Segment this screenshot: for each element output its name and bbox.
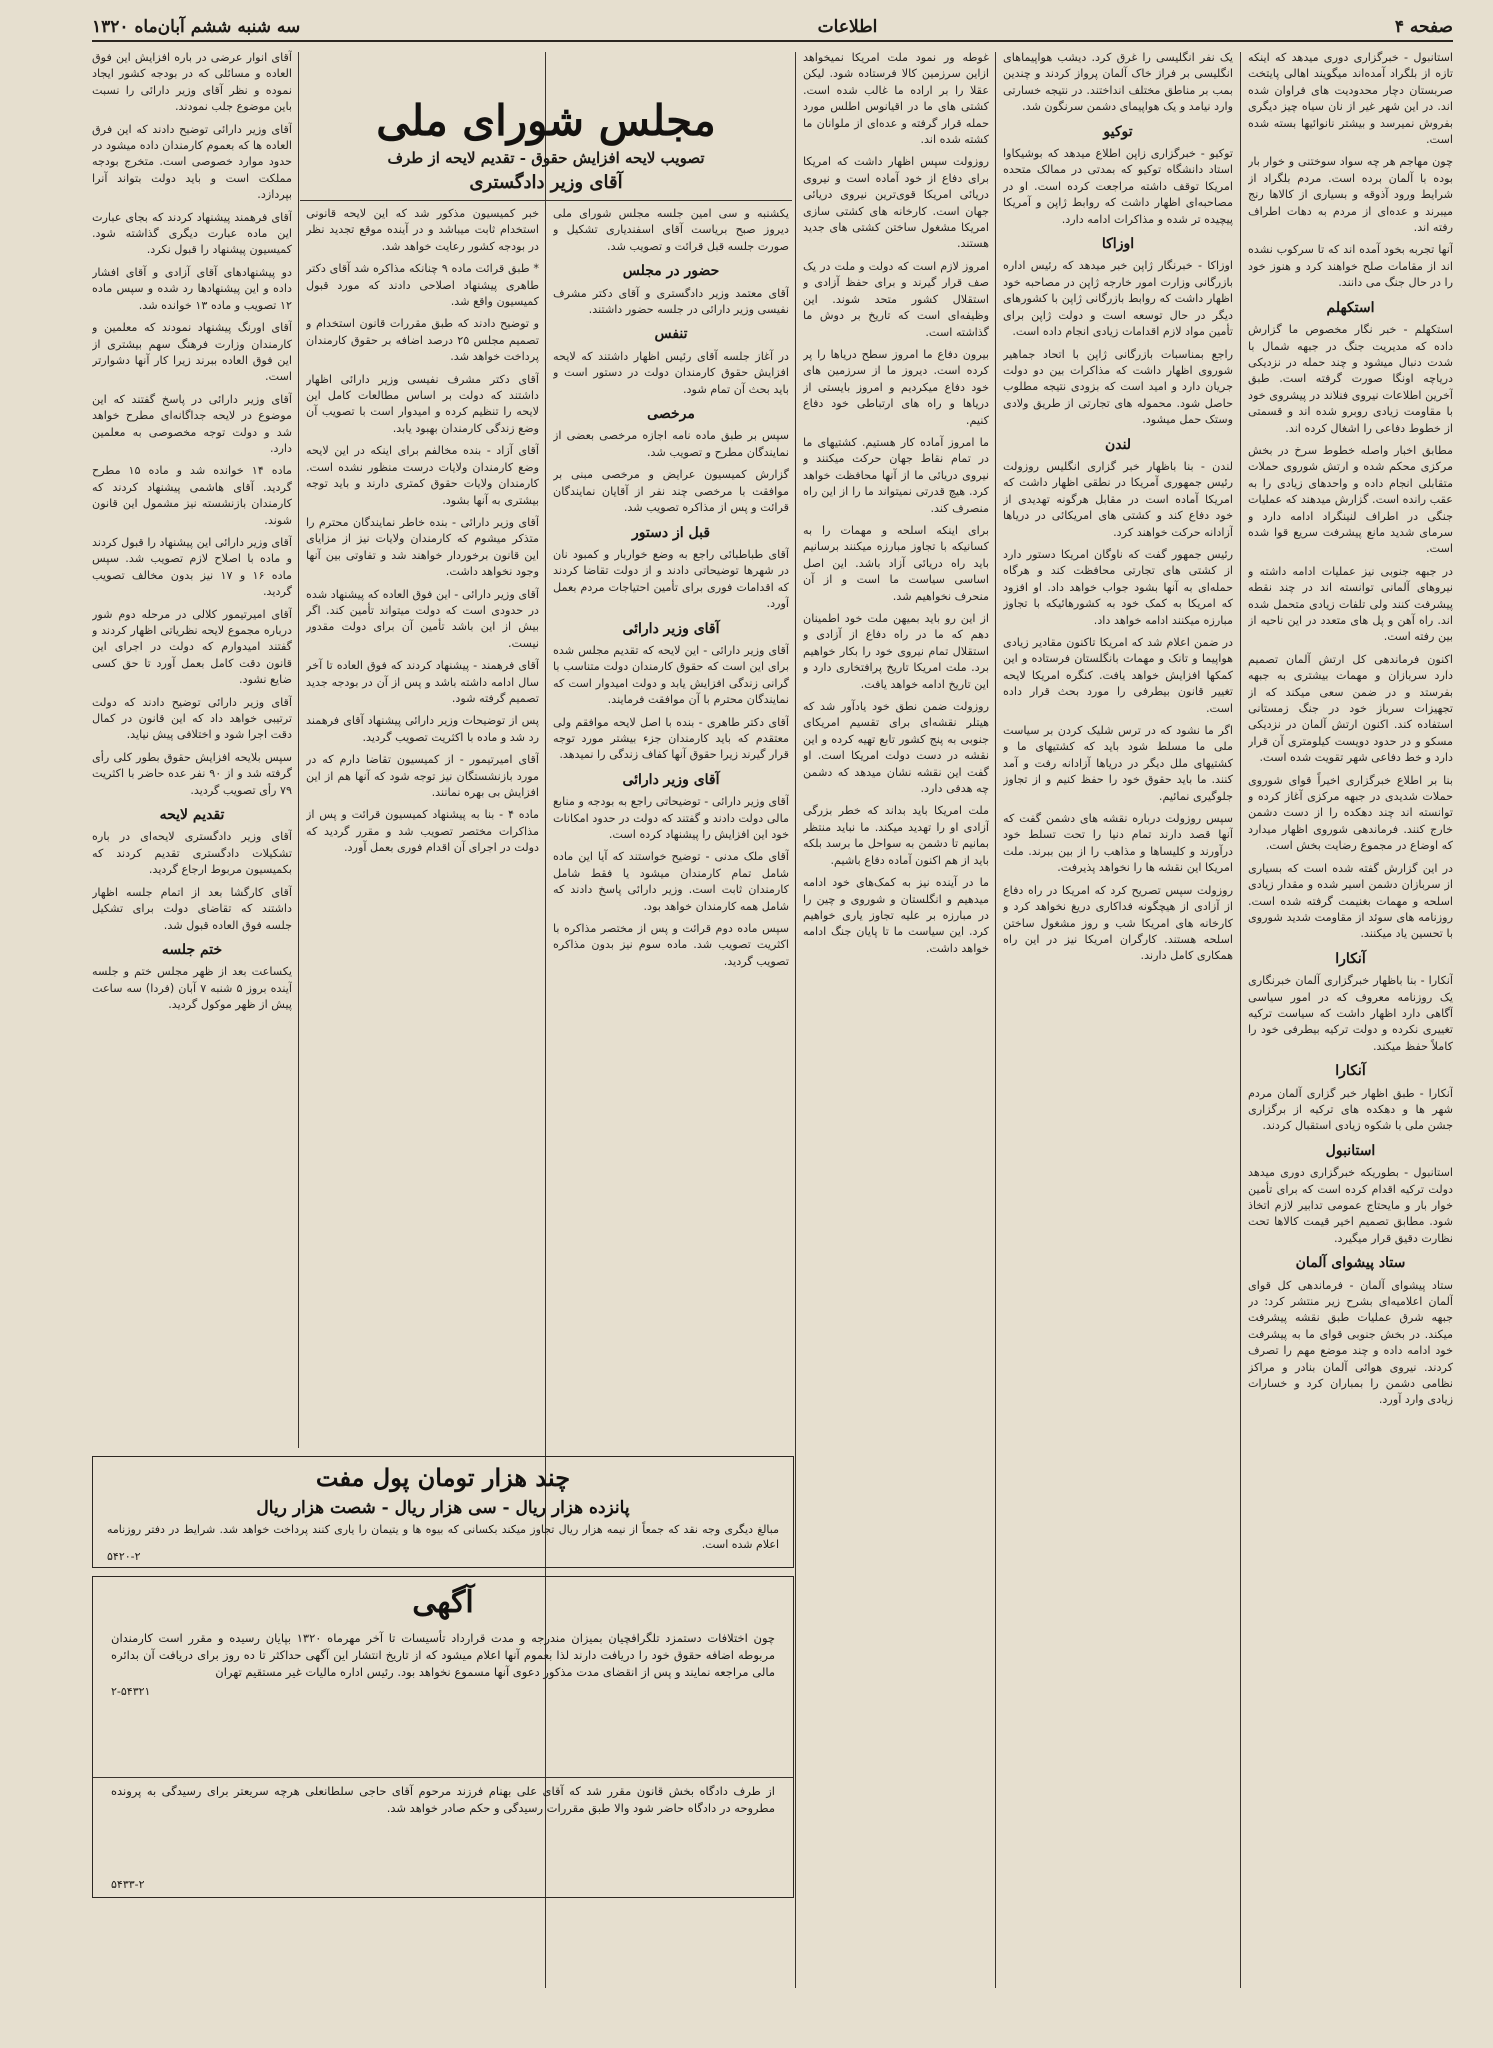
news-paragraph: سپس روزولت درباره نقشه های دشمن گفت که آنها قصد دارند تمام دنیا را تحت تسلط خود درآورند و کلیساها و مذاهب را از بین ببرند. ملت امریکا این نقشه ها را نخواهد پذیرفت. [1003,812,1233,875]
news-paragraph: اکنون فرماندهی کل ارتش آلمان تصمیم دارد سربازان و مهمات بیشتری به جبهه بفرستد و در ضمن سعی میکند که از تجهیزات سرباز خود در جنگ زمستانی استفاده کند. اکنون ارتش آلمان در نزدیکی مسکو و در حدود دویست کیلومتری آن قرار دارد و خط دفاعی شهر تقویت شده است. [1248,652,1453,765]
headline-deck: تصویب لایحه افزایش حقوق - تقدیم لایحه از طرف [387,149,705,167]
notice-divider [93,1777,793,1778]
column-rule [795,52,796,1988]
news-paragraph: برای اینکه اسلحه و مهمات را به کسانیکه با تجاوز مبارزه میکنند برسانیم باید راه دریائی آزاد باشد. این اصل اساسی سیاست ما است و از آن منحرف نخواهیم شد. [803,523,989,603]
news-paragraph: لندن - بنا باظهار خبر گزاری انگلیس روزولت رئیس جمهوری آمریکا در نطقی اظهار داشت که امریکا آماده است در مقابل هرگونه تهدیدی از خود دفاع کند و کشتی های امریکائی در دریاها آزادانه حرکت خواهند کرد. [1003,459,1233,539]
news-paragraph: یکساعت بعد از ظهر مجلس ختم و جلسه آینده بروز ۵ شنبه ۷ آبان (فردا) سه ساعت پیش از ظهر موکول گردید. [92,965,292,1012]
column-rule [298,52,299,1448]
news-paragraph: آنکارا - طبق اظهار خبر گزاری آلمان مردم شهر ها و دهکده های ترکیه از برگزاری جشن ملی با شکوه زیادی استقبال کردند. [1248,1086,1453,1133]
news-paragraph: رئیس جمهور گفت که ناوگان امریکا دستور دارد از کشتی های تجارتی محافظت کند و هرگاه حمله‌ای به آنها بشود جواب خواهد داد. او افزود که امریکا به کمک خود به کشورهائیکه با تجاوز مبارزه میکنند ادامه خواهد داد. [1003,547,1233,627]
news-paragraph: ما امروز آماده کار هستیم. کشتیهای ما در تمام نقاط جهان حرکت میکنند و نیروی دریائی ما از آنها محافظت خواهد کرد. هیچ قدرتی نمیتواند ما را از این راه منصرف کند. [803,435,989,515]
news-paragraph: دو پیشنهادهای آقای آزادی و آقای افشار داده و این پیشنهادها رد شده و سپس ماده ۱۲ تصویب و ماده ۱۳ خوانده شد. [92,265,292,312]
subhead-ankara-2: آنکارا [1335,1063,1366,1080]
column-parliament-3 [92,50,292,1448]
reward-ad-title: چند هزار تومان پول مفت [315,1463,571,1492]
news-paragraph: آقای امیرتیمور - از کمیسیون تقاضا دارم که در مورد بازنشستگان نیز توجه شود که آنها هم از این افزایش بی بهره نمانند. [306,753,539,799]
news-paragraph: غوطه ور نمود ملت امریکا نمیخواهد ازاین سرزمین کالا فرستاده شود. لیکن عقلا را بر اراده ما غالب شده است. کشتی های ما در اقیانوس اطلس مورد حمله قرار گرفته و عده‌ای از ملوانان ما کشته شده اند. [803,51,989,147]
news-paragraph: آقای معتمد وزیر دادگستری و آقای دکتر مشرف نفیسی وزیر دارائی در جلسه حضور داشتند. [553,286,789,317]
subhead-finance-minister: آقای وزیر دارائی [622,620,720,637]
news-paragraph: در ضمن اعلام شد که امریکا تاکنون مقادیر زیادی هواپیما و تانک و مهمات بانگلستان فرستاده و این کمکها افزایش خواهد یافت. کنگره امریکا لایحه تغییر قانون بیطرفی را مورد بحث قرار داده است. [1003,636,1233,715]
reward-ad-box [92,1456,794,1568]
subhead-istanbul: استانبول [1325,1142,1376,1159]
news-paragraph: بنا بر اطلاع خبرگزاری اخیراً قوای شوروی حملات شدیدی در جبهه مرکزی آغاز کرده و توانسته اند چند دهکده را از دست دشمن خارج کنند. فرماندهی شوروی اظهار میدارد که اوضاع در مجموع رضایت بخش است. [1248,773,1453,853]
news-paragraph: سپس ماده دوم قرائت و پس از مختصر مذاکره با اکثریت تصویب شد. ماده سوم نیز بدون مذاکره تصویب گردید. [553,922,789,968]
news-paragraph: ستاد پیشوای آلمان - فرماندهی کل قوای آلمان اعلامیه‌ای بشرح زیر منتشر کرد: در جبهه شرق عملیات طبق نقشه پیشرفت میکند. در بخش جنوبی قوای ما به پیشرفت خود ادامه داده و چند موضع مهم را تصرف کردند. نیروی هوائی آلمان بنادر و مراکز نظامی دشمن را بمباران کرد و خسارات زیادی وارد آورد. [1248,1278,1453,1407]
issue-date: سه شنبه ششم آبان‌ماه ۱۳۲۰ [92,17,301,37]
news-paragraph: از این رو باید بمیهن ملت خود اطمینان دهم که ما در راه دفاع از آزادی و استقلال تمام نیروی خود را بکار خواهیم برد. ملت امریکا تاریخ پرافتخاری دارد و این تاریخ ادامه خواهد یافت. [803,612,989,691]
subhead-osaka: اوزاکا [1101,236,1135,253]
news-paragraph: روزولت سپس اظهار داشت که امریکا برای دفاع از خود آماده است و نیروی دریائی امریکا قوی‌ترین نیروی دریائی جهان است. کارخانه های کشتی سازی امریکا مشغول ساختن کشتی های جدید هستند. [803,155,989,251]
news-paragraph: ماده ۴ - بنا به پیشنهاد کمیسیون قرائت و پس از مذاکرات مختصر تصویب شد و مقرر گردید که دولت در اجرای آن اقدام فوری بعمل آورد. [306,808,539,855]
news-paragraph: آقای وزیر دارائی توضیح دادند که دولت ترتیبی خواهد داد که این قانون در کمال دقت اجرا شود و اختلافی پیش نیاید. [92,695,292,742]
news-paragraph: در آغاز جلسه آقای رئیس اظهار داشتند که لایحه افزایش حقوق کارمندان دولت در دستور است و باید بحث آن تمام شود. [553,349,789,396]
reward-ad-code: ۵۴۲۰-۲ [107,1550,141,1563]
news-paragraph: در این گزارش گفته شده است که بسیاری از سربازان دشمن اسیر شده و مقدار زیادی اسلحه و مهمات بغنیمت گرفته شده است. روزنامه های سوئد از مقاومت شدید شوروی با تحسین یاد میکنند. [1248,861,1453,941]
news-paragraph: آقای دکتر مشرف نفیسی وزیر دارائی اظهار داشتند که دولت بر اساس مطالعات کامل این لایحه را تنظیم کرده و امیدوار است با تصویب آن وضع زندگی کارمندان بهبود یابد. [306,372,539,435]
subhead-tokyo: توکیو [1103,123,1133,140]
news-paragraph: بیرون دفاع ما امروز سطح دریاها را پر کرده است. دیروز ما از سرزمین های خود دفاع میکردیم و امروز بایستی از دریاها و راه های ارتباطی خود دفاع کنیم. [803,347,989,427]
subhead-end-session: ختم جلسه [161,941,223,958]
header-rule [92,40,1453,42]
reward-ad-subtitle: پانزده هزار ریال - سی هزار ریال - شصت هزار ریال [256,1498,630,1518]
news-paragraph: استکهلم - خبر نگار مخصوص ما گزارش داده که مدیریت جنگ در جبهه شمال با شدت دنبال میشود و چند حمله در نزدیکی دریاچه اونگا صورت گرفته است. طبق آخرین اطلاعات نیروی فنلاند در پیشروی خود با مقاومت زیادی روبرو شده اند و قسمتی از خطوط دفاعی را اشغال کرده اند. [1248,323,1453,435]
column-rule [995,52,996,1988]
news-paragraph: اگر ما نشود که در ترس شلیک کردن بر سیاست ملی ما مسلط شود باید که کشتیهای ما و کشتیهای ملل دیگر در دریاها آزادانه رفت و آمد کنند. ما باید حقوق خود را حفظ کنیم و از تجاوز جلوگیری نمائیم. [1003,724,1233,803]
news-paragraph: آنکارا - بنا باظهار خبرگزاری آلمان خبرنگاری یک روزنامه معروف که در امور سیاسی آگاهی دارد اظهار داشت که سیاست ترکیه تغییری نکرده و دولت ترکیه بیطرفی خود را کاملاً حفظ میکند. [1248,974,1453,1053]
news-paragraph: خبر کمیسیون مذکور شد که این لایحه قانونی استخدام ثابت میباشد و در آینده موقع تجدید نظر در بودجه کشور رعایت خواهد شد. [306,207,539,253]
subhead-finance-minister-2: آقای وزیر دارائی [622,771,720,788]
news-paragraph: آقای وزیر دارائی - این فوق العاده که پیشنهاد شده در حدودی است که دولت میتواند تأمین کند. اگر بیش از این باشد تأمین آن برای دولت مقدور نیست. [306,587,539,650]
news-paragraph: یک نفر انگلیسی را غرق کرد. دیشب هواپیماهای انگلیسی بر فراز خاک آلمان پرواز کردند و چندین بمب بر مناطق مختلف انداختند. در نتیجه خسارتی وارد نیامد و یک هواپیمای دشمن سرنگون شد. [1003,51,1233,114]
news-paragraph: راجع بمناسبات بازرگانی ژاپن با اتحاد جماهیر شوروی اظهار داشت که مذاکرات بین دو دولت جریان دارد و امید است که بزودی نتیجه مطلوب حاصل شود. محموله های تجارتی از طریق ولادی وستک حمل میشود. [1003,347,1233,427]
news-paragraph: آقای فرهمند پیشنهاد کردند که بجای عبارت این ماده عبارت دیگری گذاشته شود. کمیسیون پیشنهاد را قبول نکرد. [92,210,292,257]
reward-ad-body: مبالغ دیگری وجه نقد که جمعاً از نیمه هزار ریال تجاوز میکند بکسانی که بیوه ها و یتیمان را یاری کنند پرداخت خواهد شد. شرایط در دفتر روزنامه اعلام شده است. [107,1523,779,1551]
subhead-attendance: حضور در مجلس [622,263,720,280]
news-paragraph: آقای وزیر دارائی این پیشنهاد را قبول کردند و ماده با اصلاح لازم تصویب شد. سپس ماده ۱۶ و ۱۷ نیز بدون مخالف تصویب گردید. [92,535,292,599]
news-paragraph: مطابق اخبار واصله خطوط سرخ در بخش مرکزی محکم شده و ارتش شوروی حملات متقابلی انجام داده و واحدهای زیادی را به عقب رانده است. گزارش میدهند که عملیات جنگی در اطراف لنینگراد ادامه دارد و سرمای شدید مانع پیشرفت سریع قوا شده است. [1248,443,1453,556]
news-paragraph: آقای وزیر دارائی - بنده خاطر نمایندگان محترم را متذکر میشوم که کارمندان ولایات نیز از مزایای این قانون برخوردار خواهند شد و تفاوتی بین آنها وجود نخواهد داشت. [306,515,539,579]
headline-deck-2: آقای وزیر دادگستری [469,172,623,193]
notice-ad-code-2: ۵۴۳۳-۲ [111,1878,145,1891]
notice-ad-box [92,1576,794,1898]
news-paragraph: ملت امریکا باید بداند که خطر بزرگی آزادی او را تهدید میکند. ما نباید منتظر بمانیم تا دشمن به سواحل ما برسد بلکه باید از هم اکنون آماده دفاع باشیم. [803,804,989,867]
news-paragraph: ماده ۱۴ خوانده شد و ماده ۱۵ مطرح گردید. آقای هاشمی پیشنهاد کردند که کارمندان بازنشسته نیز مشمول این قانون شوند. [92,464,292,527]
page-header [92,14,1453,40]
news-paragraph: آقای فرهمند - پیشنهاد کردند که فوق العاده تا آخر سال ادامه داشته باشد و پس از آن در بودجه جدید تصمیم گرفته شود. [306,659,539,705]
news-paragraph: آقای وزیر دارائی در پاسخ گفتند که این موضوع در لایحه جداگانه‌ای مطرح خواهد شد و دولت توجه مخصوصی به معلمین دارد. [92,392,292,455]
subhead-london: لندن [1104,436,1132,453]
news-paragraph: آقای اورنگ پیشنهاد نمودند که معلمین و کارمندان وزارت فرهنگ سهم بیشتری از این فوق العاده ببرند زیرا کار آنها دشوارتر است. [92,321,292,384]
news-paragraph: پس از توضیحات وزیر دارائی پیشنهاد آقای فرهمند رد شد و ماده با اکثریت تصویب گردید. [306,714,539,744]
newspaper-name: اطلاعات [817,17,878,37]
news-paragraph: یکشنبه و سی امین جلسه مجلس شورای ملی دیروز صبح بریاست آقای اسفندیاری تشکیل و صورت جلسه قبل قرائت و تصویب شد. [553,207,789,253]
news-paragraph: آقای کارگشا بعد از اتمام جلسه اظهار داشتند که تقاضای دولت برای تشکیل جلسه فوق العاده قبول شد. [92,885,292,932]
notice-ad-code: ۲-۵۴۳۲۱ [111,1685,151,1698]
notice-ad-body: چون اختلافات دستمزد تلگرافچیان بمیزان مندرجه و مدت قرارداد تأسیسات تا آخر مهرماه ۱۳۲۰ بپایان رسیده و مقرر است کارمندان مربوطه اضافه حقوق خود را دریافت دارند لذا بعموم آنها اعلام میشود که از تاریخ انتشار این آگهی حداکثر تا ده روز برای دریافت آن بدائره مالی مراجعه نمایند و پس از انقضای مدت مذکور دعوی آنها مسموع نخواهد بود. رئیس اداره مالیات غیر مستقیم تهران [111,1631,775,1679]
notice-ad-title: آگهی [412,1585,474,1620]
column-world-news-3 [803,50,989,1988]
news-paragraph: امروز لازم است که دولت و ملت در یک صف قرار گیرند و برای حفظ آزادی و استقلال کشور متحد شوند. این وظیفه‌ای است که تاریخ بر دوش ما گذاشته است. [803,259,989,339]
column-world-news-2 [1003,50,1233,1988]
subhead-ankara: آنکارا [1335,950,1366,967]
news-paragraph: استانبول - بطوریکه خبرگزاری دوری میدهد دولت ترکیه اقدام کرده است که برای تأمین خوار بار و مایحتاج عمومی تدابیر لازم اتخاذ شود. مطابق تصمیم اخیر قیمت کالاها تحت نظارت دقیق قرار میگیرد. [1248,1166,1453,1245]
news-paragraph: آقای وزیر دارائی توضیح دادند که این فرق العاده ها که بعموم کارمندان داده میشود در حدود موارد خصوصی است. متخرج بودجه مملکت است و باید دولت بتواند آنرا بپردازد. [92,122,292,202]
news-paragraph: روزولت ضمن نطق خود یادآور شد که هیتلر نقشه‌ای برای تقسیم امریکای جنوبی به پنج کشور تابع تهیه کرده و این نقشه در دست دولت امریکا است. او گفت این نقشه نشان میدهد که دشمن چه هدفی دارد. [803,700,989,796]
news-paragraph: چون مهاجم هر چه سواد سوختنی و خوار بار بوده با آلمان برده است. مردم بلگراد از شرایط ورود آذوقه و بسیاری از کالاها رنج میبرند و عده‌ای از مردم به دهات اطراف رفته اند. [1248,155,1453,235]
news-paragraph: * طبق قرائت ماده ۹ چنانکه مذاکره شد آقای دکتر طاهری پیشنهاد اصلاحی دادند که مورد قبول کمیسیون واقع شد. [306,262,539,309]
news-paragraph: سپس بلایحه افزایش حقوق بطور کلی رأی گرفته شد و از ۹۰ نفر عده حاضر با اکثریت ۷۹ رأی تصویب گردید. [92,750,292,797]
subhead-before-agenda: قبل از دستور [631,524,711,541]
news-paragraph: آقای امیرتیمور کلالی در مرحله دوم شور درباره مجموع لایحه نظریاتی اظهار کردند و گفتند امیدوارم که دولت در اجرای این قانون دقت کامل بعمل آورد تا حق کسی ضایع نشود. [92,607,292,687]
subhead-leave: مرخصی [647,406,695,423]
news-paragraph: استانبول - خبرگزاری دوری میدهد که اینکه تازه از بلگراد آمده‌اند میگویند اهالی پایتخت صربستان دچار محدودیت های فراوان شده اند. در این شهر غیر از نان سیاه چیز دیگری بفروش نمیرسد و بیشتر نانوائیها بسته شده است. [1248,51,1453,147]
notice-ad-body-2: از طرف دادگاه بخش قانون مقرر شد که آقای علی بهنام فرزند مرحوم آقای حاجی سلطانعلی هرچه سریعتر برای رسیدگی به پرونده مطروحه در دادگاه حاضر شود والا طبق مقررات رسیدگی و حکم صادر خواهد شد. [111,1784,775,1815]
news-paragraph: آقای ملک مدنی - توضیح خواستند که آیا این ماده شامل تمام کارمندان میشود یا فقط شامل کارمندان ثابت است. وزیر دارائی پاسخ دادند که شامل همه کارمندان خواهد بود. [553,850,789,913]
main-headline: مجلس شورای ملی [376,96,716,145]
news-paragraph: آقای وزیر دارائی - این لایحه که تقدیم مجلس شده برای این است که حقوق کارمندان دولت متناسب با گرانی زندگی افزایش یابد و دولت امیدوار است که نمایندگان محترم با آن موافقت فرمایند. [553,643,789,707]
news-paragraph: ما در آینده نیز به کمک‌های خود ادامه میدهیم و انگلستان و شوروی و چین را در مبارزه بر علیه تجاوز یاری خواهیم کرد. این سیاست ما تا پایان جنگ ادامه خواهد داشت. [803,876,989,955]
news-paragraph: و توضیح دادند که طبق مقررات قانون استخدام و تصمیم مجلس ۲۵ درصد اضافه بر حقوق کارمندان پرداخت خواهد شد. [306,317,539,364]
news-paragraph: روزولت سپس تصریح کرد که امریکا در راه دفاع از آزادی از هیچگونه فداکاری دریغ نخواهد کرد و کارخانه های امریکا شب و روز مشغول ساختن اسلحه هستند. کارگران امریکا نیز در این راه همکاری کامل دارند. [1003,883,1233,963]
news-paragraph: آقای وزیر دادگستری لایحه‌ای در باره تشکیلات دادگستری تقدیم کردند که بکمیسیون مربوط ارجاع گردید. [92,830,292,877]
page-number: صفحه ۴ [1394,17,1453,37]
headline-rule [300,200,792,201]
news-paragraph: توکیو - خبرگزاری زاپن اطلاع میدهد که بوشیکاوا استاد دانشگاه توکیو که بمدتی در ممالک متحده امریکا توقف داشته مراجعت کرده است. او در مصاحبه‌ای اظهار داشت که روابط ژاپن و آمریکا پیچیده تر شده و مذاکرات ادامه دارد. [1003,147,1233,226]
news-paragraph: آنها تجربه بخود آمده اند که تا سرکوب نشده اند از مقامات صلح خواهند کرد و هنوز خود را در حال جنگ می دانند. [1248,243,1453,290]
column-rule [1240,52,1241,1988]
news-paragraph: سپس بر طبق ماده نامه اجازه مرخصی بعضی از نمایندگان مطرح و تصویب شد. [553,429,789,459]
news-paragraph: در جبهه جنوبی نیز عملیات ادامه داشته و نیروهای آلمانی توانسته اند در چند نقطه پیشرفت کنند ولی تلفات زیادی متحمل شده اند. راه آهن و پل های متعدد در این ناحیه از بین رفته است. [1248,564,1453,644]
column-world-news-1 [1248,50,1453,1988]
news-paragraph: آقای وزیر دارائی - توضیحاتی راجع به بودجه و منابع مالی دولت دادند و گفتند که دولت در حدود امکانات خود این افزایش را پیشنهاد کرده است. [553,795,789,841]
news-paragraph: اوزاکا - خبرنگار ژاپن خبر میدهد که رئیس اداره بازرگانی وزارت امور خارجه ژاپن در مصاحبه خود اظهار داشت که روابط بازرگانی ژاپن با کشورهای دیگر در حال توسعه است و دولت ژاپن برای تأمین مواد لازم اقدامات زیادی انجام داده است. [1003,259,1233,339]
subhead-presented-bill: تقدیم لایحه [159,807,225,824]
subhead-stockholm: استکهلم [1326,299,1375,316]
news-paragraph: آقای انوار عرضی در باره افزایش این فوق العاده و مسائلی که در بودجه کشور ایجاد نموده و نظر آقای وزیر دارائی را نسبت باین موضوع جلب نمودند. [92,51,292,114]
subhead-berlin-hq: ستاد پیشوای آلمان [1295,1255,1406,1272]
news-paragraph: آقای دکتر طاهری - بنده با اصل لایحه موافقم ولی معتقدم که باید کارمندان جزء بیشتر مورد توجه قرار گیرند زیرا حقوق آنها کفاف زندگی را نمیدهد. [553,715,789,762]
news-paragraph: آقای طباطبائی راجع به وضع خواربار و کمبود نان در شهرها توضیحاتی دادند و از دولت تقاضا کردند که اقدامات فوری برای تأمین احتیاجات مردم بعمل آورد. [553,547,789,611]
news-paragraph: گزارش کمیسیون عرایض و مرخصی مبنی بر موافقت با مرخصی چند نفر از آقایان نمایندگان قرائت و پس از مذاکره تصویب شد. [553,468,789,515]
subhead-recess: تنفس [654,326,688,343]
news-paragraph: آقای آزاد - بنده مخالفم برای اینکه در این لایحه وضع کارمندان ولایات درست منظور نشده است. کارمندان ولایات حقوق کمتری دارند و باید توجه بیشتری به آنها بشود. [306,444,539,507]
column-parliament-2 [306,206,539,1448]
